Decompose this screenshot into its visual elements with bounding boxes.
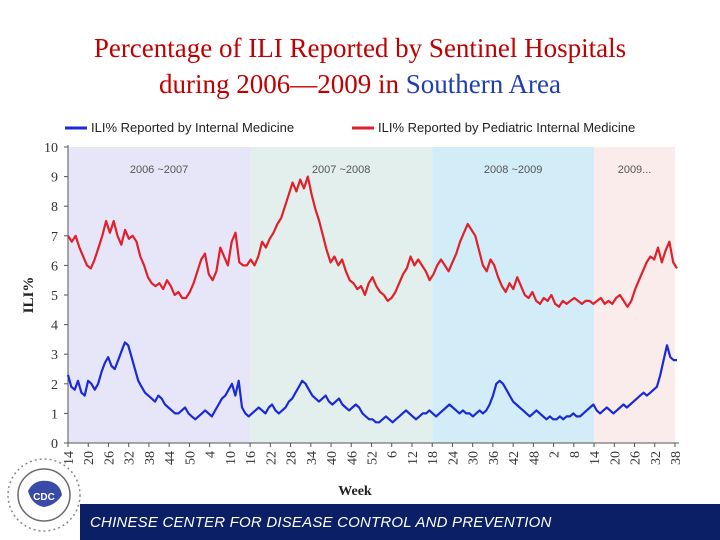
x-tick-label-5: 44	[163, 451, 179, 465]
footer	[0, 500, 720, 540]
x-tick-label-25: 8	[567, 451, 583, 458]
x-tick-label-10: 22	[264, 451, 280, 465]
y-tick-label-1: 1	[51, 407, 58, 423]
y-tick-label-0: 0	[51, 437, 58, 452]
x-tick-label-28: 26	[628, 451, 644, 465]
ili-line-chart	[0, 110, 720, 500]
x-tick-label-20: 30	[466, 451, 482, 465]
x-tick-label-12: 34	[304, 451, 320, 465]
x-tick-label-2: 26	[102, 451, 118, 465]
x-tick-label-22: 42	[507, 451, 523, 465]
title-dash: —	[290, 69, 318, 99]
y-tick-label-7: 7	[51, 229, 58, 245]
x-tick-label-17: 12	[405, 451, 421, 465]
x-tick-label-14: 46	[345, 451, 361, 465]
title-line-2-mid: 2009 in	[317, 69, 406, 99]
y-tick-label-9: 9	[51, 170, 58, 186]
title-line-2-prefix: during 2006	[159, 69, 291, 99]
chart-title	[0, 30, 720, 102]
x-tick-label-7: 4	[203, 451, 219, 458]
title-region: Southern Area	[405, 69, 561, 99]
y-tick-label-2: 2	[51, 377, 58, 393]
x-axis-label: Week	[338, 484, 372, 499]
legend-label-1: ILI% Reported by Pediatric Internal Medicine	[378, 120, 636, 135]
x-tick-label-3: 32	[122, 451, 138, 465]
period-band-3	[594, 147, 675, 443]
title-line-1: Percentage of ILI Reported by Sentinel Hospitals	[93, 33, 627, 63]
x-tick-label-29: 32	[648, 451, 664, 465]
x-tick-label-16: 6	[385, 451, 401, 458]
x-tick-label-4: 38	[142, 451, 158, 465]
y-axis-label: ILI%	[21, 276, 37, 314]
x-tick-label-21: 36	[486, 451, 502, 465]
y-tick-label-4: 4	[51, 318, 58, 334]
x-tick-label-9: 16	[244, 451, 260, 465]
period-label-3: 2009...	[617, 164, 652, 176]
x-tick-label-15: 52	[365, 451, 381, 465]
y-tick-label-8: 8	[51, 200, 58, 216]
period-label-1: 2007 ~2008	[311, 164, 371, 176]
period-label-0: 2006 ~2007	[129, 164, 189, 176]
x-tick-label-6: 50	[183, 451, 199, 465]
legend-label-0: ILI% Reported by Internal Medicine	[91, 120, 295, 135]
logo-text: CDC	[33, 492, 55, 503]
x-tick-label-13: 40	[325, 451, 341, 465]
x-tick-label-1: 20	[82, 451, 98, 465]
y-tick-label-6: 6	[51, 259, 58, 275]
x-tick-label-8: 10	[223, 451, 239, 465]
title-line-2	[0, 66, 720, 102]
footer-text: CHINESE CENTER FOR DISEASE CONTROL AND PREVENTION	[90, 514, 552, 531]
x-tick-label-19: 24	[446, 451, 462, 465]
y-tick-label-5: 5	[51, 289, 58, 304]
x-tick-label-30: 38	[669, 451, 684, 465]
y-tick-label-10: 10	[44, 141, 58, 156]
y-tick-label-3: 3	[51, 348, 58, 364]
x-tick-label-23: 48	[527, 451, 543, 465]
x-tick-label-0: 14	[62, 451, 77, 465]
x-tick-label-11: 28	[284, 451, 300, 465]
period-band-2	[432, 147, 594, 443]
period-band-1	[250, 147, 432, 443]
x-tick-label-27: 20	[608, 451, 624, 465]
x-tick-label-24: 2	[547, 451, 563, 458]
x-tick-label-18: 18	[426, 451, 442, 465]
x-tick-label-26: 14	[588, 451, 604, 465]
period-label-2: 2008 ~2009	[483, 164, 543, 176]
